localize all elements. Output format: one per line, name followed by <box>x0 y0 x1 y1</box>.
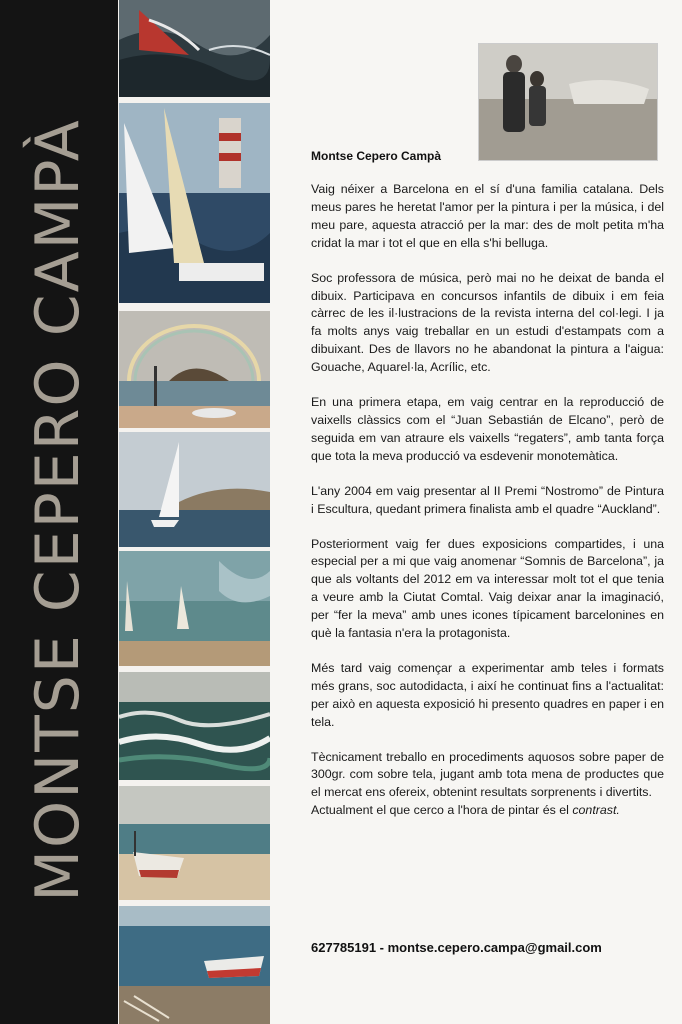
bio-paragraph-2: Soc professora de música, però mai no he deixat de banda el dibuix. Participava en concursos infantils de dibuix i em feia càrrec de les il·lustracions de la revista interna del col·legi. I ja fa molts anys vaig treballar en un estudi d'estampats com a dibuixant. Des de llavors no he abandonat la pintura a l'aigua: Gouache, Aquarel·la, Acrílic, etc. <box>311 270 664 375</box>
bio-paragraph-3: En una primera etapa, em vaig centrar en la reproducció de vaixells clàssics com el “Juan Sebastián de Elcano”, però de seguida em van atraure els vaixells “regaters”, amb tanta força que tota la meva producció va esdevenir monotemàtica. <box>311 395 664 463</box>
painting-thumb-waves <box>119 672 270 780</box>
biography-text <box>311 181 664 820</box>
painting-thumb-lighthouse-sailboat <box>119 103 270 303</box>
bio-paragraph-1: Vaig néixer a Barcelona en el sí d'una familia catalana. Dels meus pares he heretat l'amor per la pintura i per la música, i del meu pare, aquesta atracció per la mar: des de molt petita m'ha cridat la mar i tot el que en ella s'hi belluga. <box>311 182 664 250</box>
painting-thumb-abstract-sails <box>119 551 270 666</box>
painting-thumb-beached-boat <box>119 786 270 900</box>
closing-line-prefix: Actualment el que cerco a l'hora de pintar és el <box>311 803 573 818</box>
author-name: Montse Cepero Campà <box>311 149 442 163</box>
artist-photo <box>478 43 658 161</box>
bio-paragraph-5: Posteriorment vaig fer dues exposicions compartides, i una especial per a mi que vaig anomenar “Somnis de Barcelona”, ja que als voltants del 2012 em va interessar molt tot el que tenia a veure amb la Ciutat Comtal. Vaig deixar anar la imaginació, per “fer la meva” amb unes icones típicament barcelonines en què la fantasia n'era la protagonista. <box>311 536 664 641</box>
bio-paragraph-4: L'any 2004 em vaig presentar al II Premi “Nostromo” de Pintura i Escultura, quedant primera finalista amb el quadre “Auckland”. <box>311 483 664 516</box>
bio-paragraph-7: Tècnicament treballo en procediments aquosos sobre paper de 300gr. com sobre tela, jugant amb tota mena de productes que el mercat ens ofereix, obtenint resultats sorprenents i divertits. <box>311 749 664 800</box>
painting-thumb-shore-boat <box>119 906 270 1024</box>
painting-gallery <box>119 0 270 1024</box>
painting-thumb-rainbow-island <box>119 311 270 428</box>
bio-paragraph-6: Més tard vaig començar a experimentar amb teles i formats més grans, soc autodidacta, i així he continuat fins a l'actualitat: per això en aquesta exposició hi presento quadres en paper i en tela. <box>311 660 664 729</box>
black-side-band <box>0 0 118 1024</box>
painting-thumb-storm-regatta <box>119 0 270 97</box>
artist-vertical-name: MONTSE CEPERO CAMPÀ <box>23 118 93 902</box>
bio-closing-line <box>311 802 664 820</box>
contact-line: 627785191 - montse.cepero.campa@gmail.com <box>311 940 602 955</box>
painting-thumb-white-sailboat <box>119 432 270 547</box>
closing-line-emphasis: contrast. <box>572 803 620 818</box>
